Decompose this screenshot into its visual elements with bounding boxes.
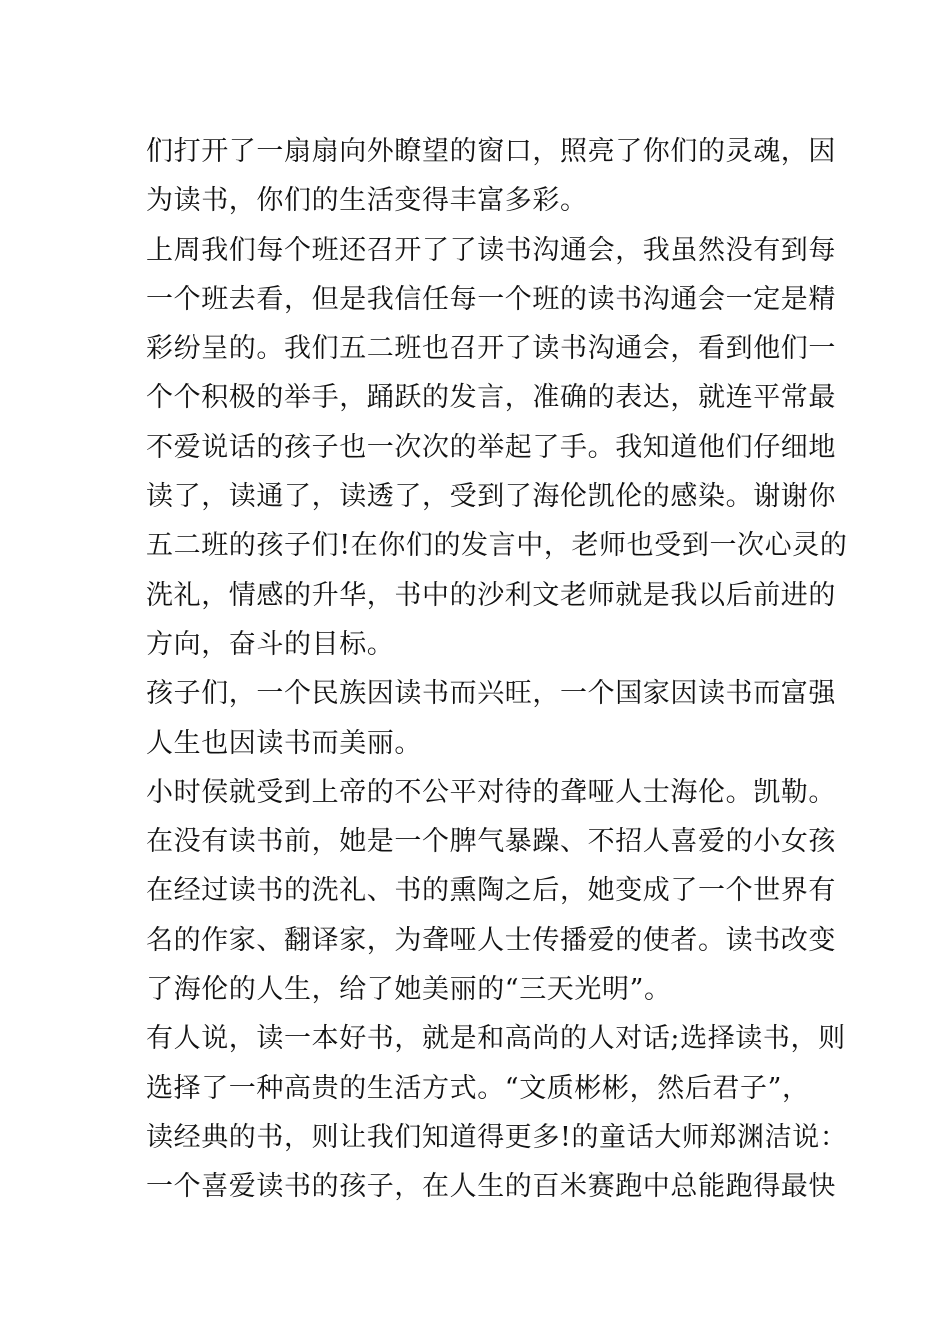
- text-line: 为读书，你们的生活变得丰富多彩。: [146, 185, 588, 217]
- body-text: [146, 127, 848, 1212]
- text-line: 孩子们，一个民族因读书而兴旺，一个国家因读书而富强: [146, 678, 836, 710]
- text-line: 在没有读书前，她是一个脾气暴躁、不招人喜爱的小女孩: [146, 826, 836, 858]
- text-line: 了海伦的人生，给了她美丽的“三天光明”。: [146, 974, 672, 1006]
- text-line: 上周我们每个班还召开了了读书沟通会，我虽然没有到每: [146, 234, 836, 266]
- text-line: 个个积极的举手，踊跃的发言，准确的表达，就连平常最: [146, 382, 836, 414]
- text-line: 方向，奋斗的目标。: [146, 628, 395, 660]
- text-line: 名的作家、翻译家，为聋哑人士传播爱的使者。读书改变: [146, 924, 836, 956]
- text-line: 们打开了一扇扇向外瞭望的窗口，照亮了你们的灵魂，因: [146, 136, 836, 167]
- text-line: 不爱说话的孩子也一次次的举起了手。我知道他们仔细地: [146, 431, 836, 463]
- text-line: 一个喜爱读书的孩子，在人生的百米赛跑中总能跑得最快: [146, 1171, 836, 1203]
- text-line: 有人说，读一本好书，就是和高尚的人对话;选择读书，则: [146, 1023, 846, 1055]
- text-line: 选择了一种高贵的生活方式。“文质彬彬，然后君子”，: [146, 1072, 810, 1104]
- text-line: 在经过读书的洗礼、书的熏陶之后，她变成了一个世界有: [146, 875, 836, 907]
- text-line: 读经典的书，则让我们知道得更多!的童话大师郑渊洁说：: [146, 1121, 848, 1153]
- text-line: 五二班的孩子们!在你们的发言中，老师也受到一次心灵的: [146, 530, 848, 562]
- text-line: 读了，读通了，读透了，受到了海伦凯伦的感染。谢谢你: [146, 481, 836, 513]
- text-line: 小时侯就受到上帝的不公平对待的聋哑人士海伦。凯勒。: [146, 776, 836, 808]
- text-line: 人生也因读书而美丽。: [146, 727, 422, 759]
- text-line: 一个班去看，但是我信任每一个班的读书沟通会一定是精: [146, 283, 836, 315]
- text-line: 洗礼，情感的升华，书中的沙利文老师就是我以后前进的: [146, 579, 836, 611]
- text-line: 彩纷呈的。我们五二班也召开了读书沟通会，看到他们一: [146, 333, 836, 365]
